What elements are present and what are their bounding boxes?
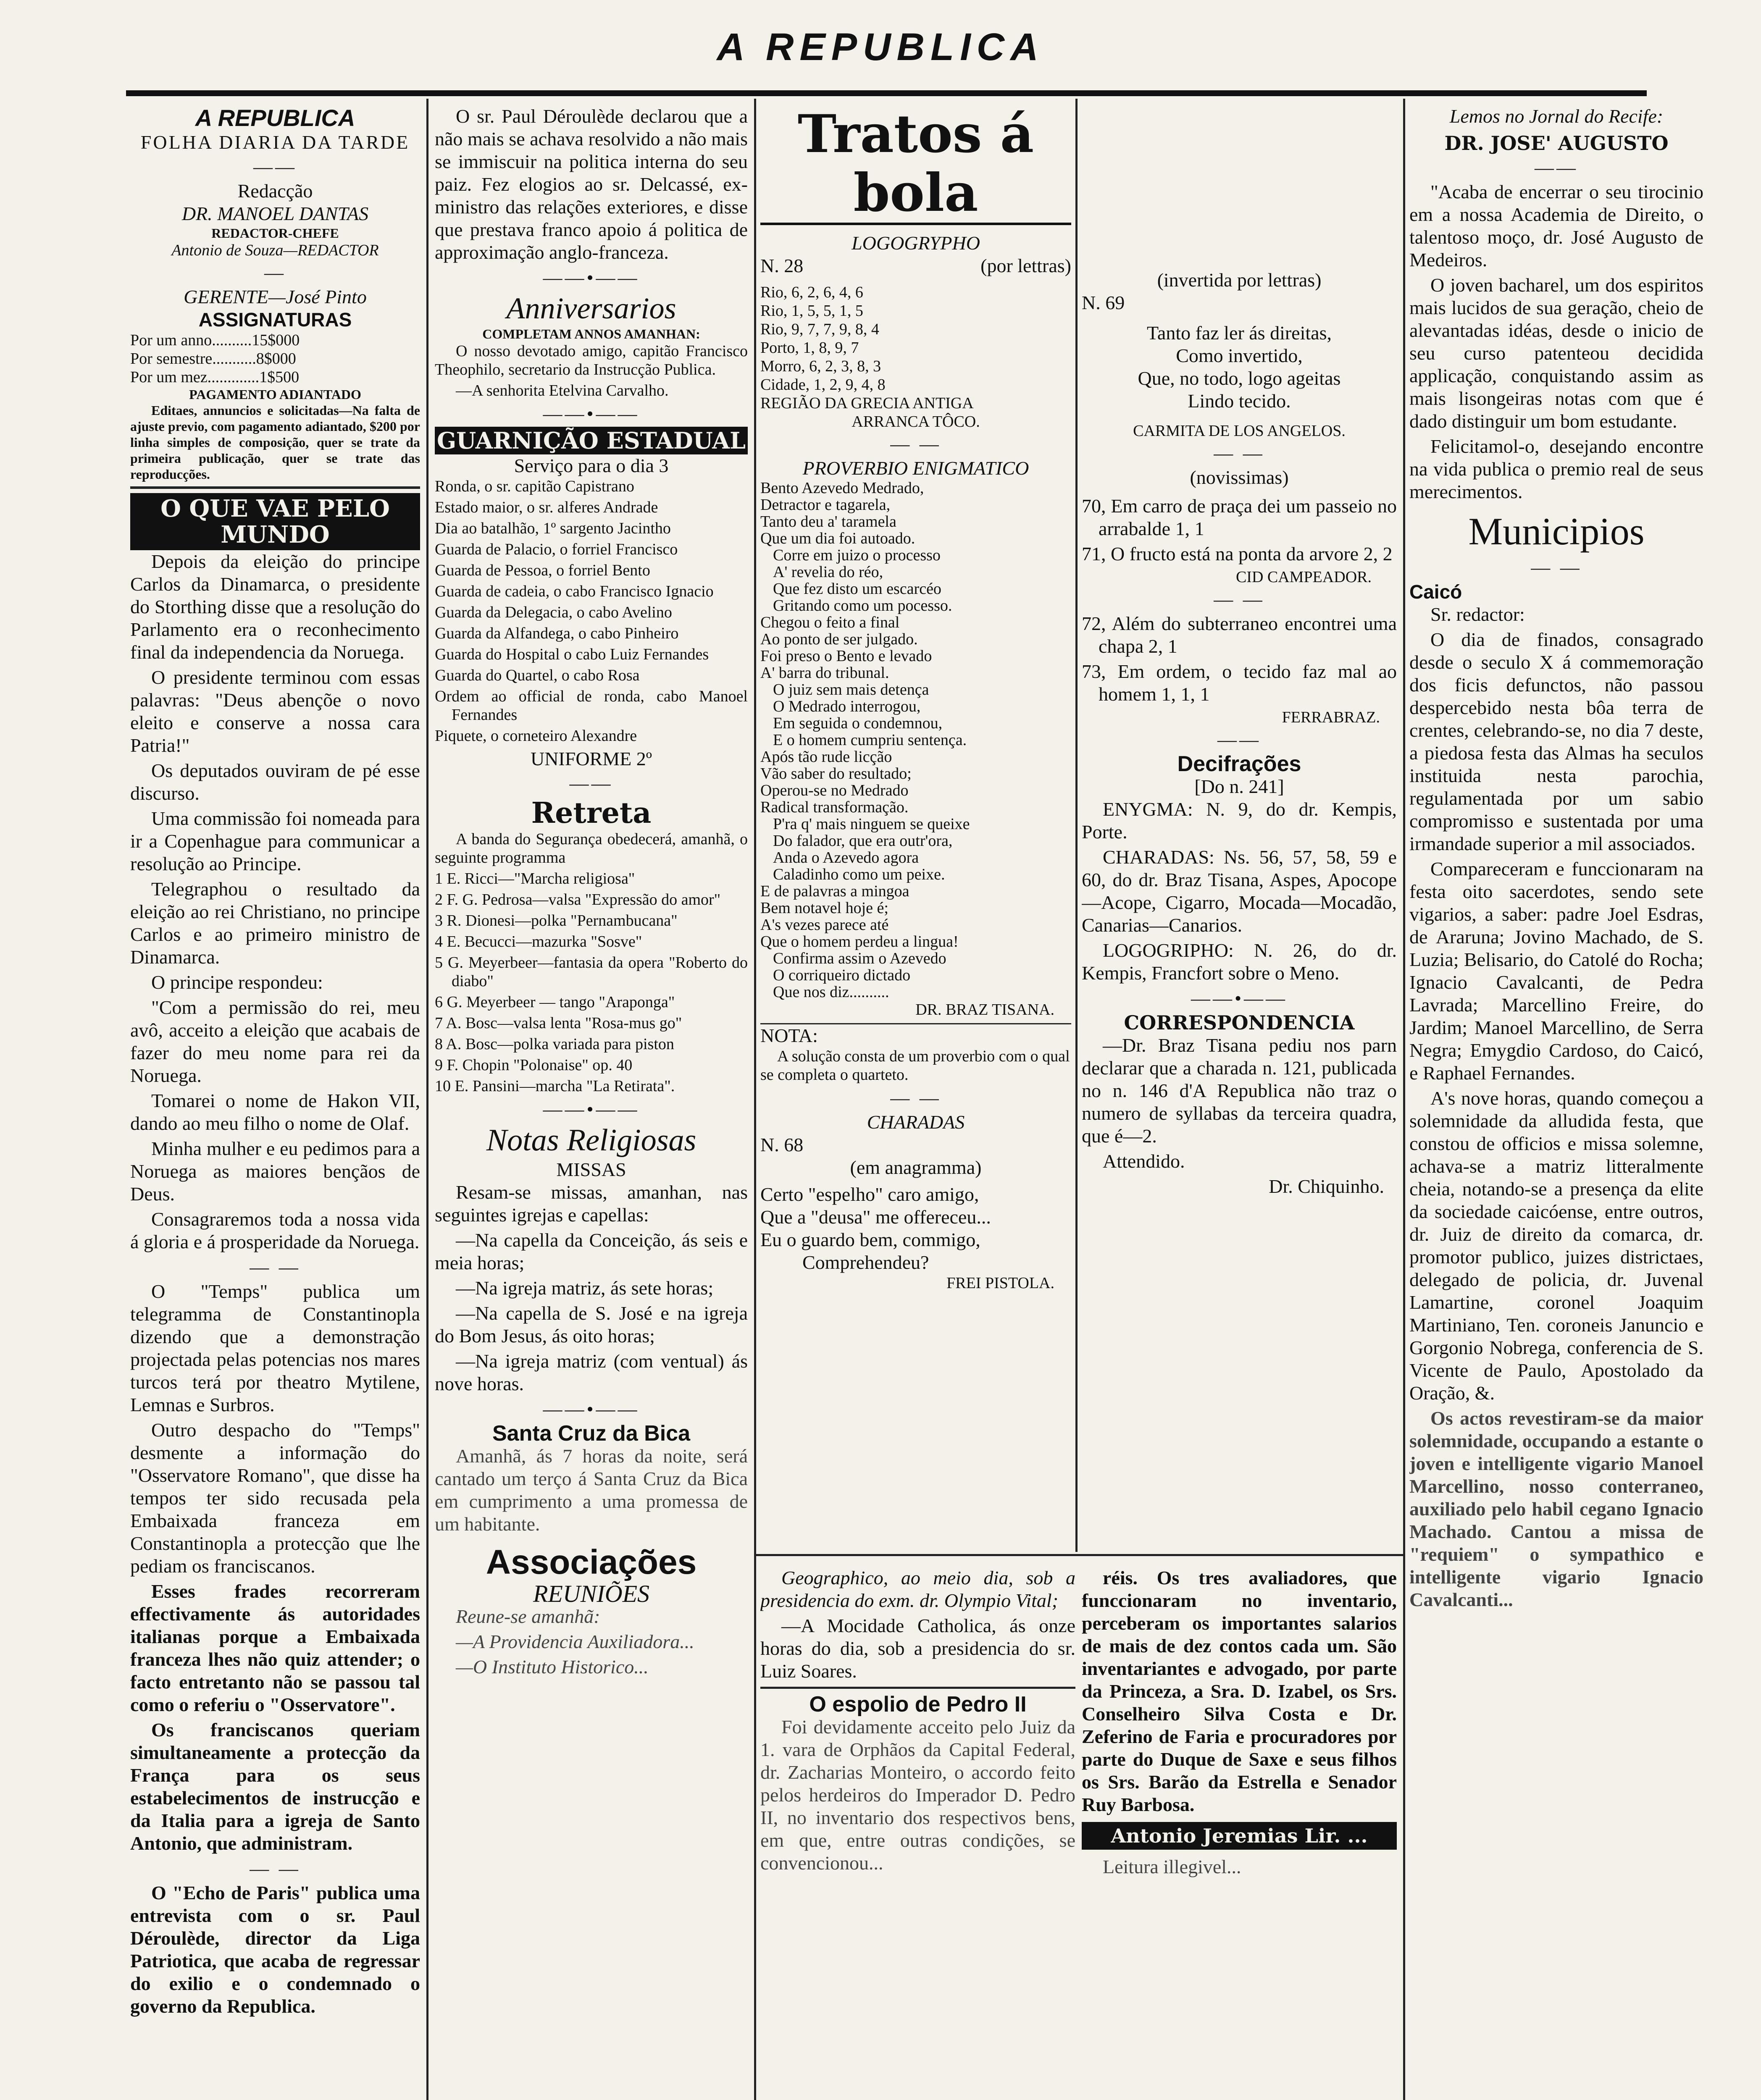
divider: — — xyxy=(250,1858,301,1879)
poem-line: Corre em juizo o processo xyxy=(773,546,941,564)
divider: — — xyxy=(1214,442,1265,464)
paper-title: A REPUBLICA xyxy=(195,105,355,131)
notas-paragraph: —Na igreja matriz, ás sete horas; xyxy=(456,1277,714,1299)
signature: ARRANCA TÔCO. xyxy=(852,413,980,430)
poem-line: Confirma assim o Azevedo xyxy=(773,950,946,967)
divider: ——•—— xyxy=(543,403,640,424)
column-divider xyxy=(1403,99,1405,2100)
article-paragraph: O "Echo de Paris" publica uma entrevista com o sr. Paul Déroulède, director da Liga Patriotica, que acaba de regressar do exilio e o condemnado o governo da Republica. xyxy=(130,1882,420,2017)
poem-line: Chegou o feito a final xyxy=(760,614,900,631)
column-4 xyxy=(1082,269,1397,1714)
assign-line: Por um anno..........15$000 xyxy=(130,331,300,349)
guard-item: Guarda da Delegacia, o cabo Avelino xyxy=(435,604,672,621)
poem-line: Foi preso o Bento e levado xyxy=(760,647,932,665)
poem-line: Que o homem perdeu a lingua! xyxy=(760,933,959,950)
charada-sub: (em anagramma) xyxy=(850,1157,982,1178)
notas-paragraph: —Na igreja matriz (com ventual) ás nove horas. xyxy=(435,1350,748,1394)
missas-heading: MISSAS xyxy=(556,1159,626,1180)
bica-heading: Santa Cruz da Bica xyxy=(492,1421,691,1446)
charada-item: 70, Em carro de praça dei um passeio no arrabalde 1, 1 xyxy=(1082,495,1397,539)
reunioes-heading: REUNIÕES xyxy=(533,1580,650,1607)
poem-line: Lindo tecido. xyxy=(1188,390,1291,412)
editaes-text: Editaes, annuncios e solicitadas—Na falta de ajuste previo, com pagamento adiantado, $200 por linha simples de composição, quer se trate da primeira publicação, quer se trate das reproducções. xyxy=(130,403,420,482)
charadas-heading: CHARADAS xyxy=(867,1111,965,1133)
column-2 xyxy=(435,105,748,2100)
signature: CARMITA DE LOS ANGELOS. xyxy=(1133,422,1346,440)
uniforme: UNIFORME 2º xyxy=(530,748,652,769)
retreta-heading: Retreta xyxy=(531,796,652,830)
charada-item: 71, O fructo está na ponta da arvore 2, 2 xyxy=(1082,543,1393,564)
decif-item: LOGOGRIPHO: N. 26, do dr. Kempis, Francfort sobre o Meno. xyxy=(1082,940,1397,984)
article-paragraph: Os franciscanos queriam simultaneamente a protecção da França para os seus estabelecimentos de instrucção e da Italia para a igreja de Santo Antonio, que administram. xyxy=(130,1719,420,1854)
signature: Dr. Chiquinho. xyxy=(1269,1176,1384,1197)
guard-item: Ordem ao official de ronda, cabo Manoel Fernandes xyxy=(435,688,748,724)
guarnicao-heading: GUARNIÇÃO ESTADUAL xyxy=(435,427,748,454)
poem-line: O juiz sem mais detença xyxy=(773,681,929,698)
caico-heading: Caicó xyxy=(1409,581,1462,603)
chief-name: DR. MANOEL DANTAS xyxy=(181,203,369,224)
divider: — — xyxy=(890,433,941,454)
nota-heading: NOTA: xyxy=(760,1023,1071,1047)
poem-line: Eu o guardo bem, commigo, xyxy=(760,1229,980,1250)
poem-line: Do falador, que era outr'ora, xyxy=(773,832,953,850)
divider xyxy=(130,486,420,489)
divider: ——•—— xyxy=(543,1098,640,1120)
poem-line: Caladinho como um peixe. xyxy=(773,866,945,883)
associacoes-heading: Associações xyxy=(486,1543,697,1581)
article-heading: DR. JOSE' AUGUSTO xyxy=(1444,132,1669,155)
retreta-item: 7 A. Bosc—valsa lenta "Rosa-mus go" xyxy=(435,1014,682,1032)
poem-line: Bento Azevedo Medrado, xyxy=(760,479,924,497)
problem-number: N. 69 xyxy=(1082,292,1125,313)
article-paragraph: Minha mulher e eu pedimos para a Noruega as maiores bençãos de Deus. xyxy=(130,1138,420,1205)
section-heading: O QUE VAE PELO MUNDO xyxy=(130,493,420,550)
article-paragraph: O joven bacharel, um dos espiritos mais lucidos de sua geração, cheio de alevantadas idéas, desde o inicio de seu curso patenteou decidida applicação, conquistando assim as mais lisongeiras notas com que é dado distinguir um bom estudante. xyxy=(1409,274,1703,432)
reunioes-item: Reune-se amanhã: xyxy=(456,1606,600,1627)
divider: — — xyxy=(1214,588,1265,610)
article-paragraph: Os actos revestiram-se da maior solemnidade, occupando a estante o joven e intelligente vigario Manoel Marcellino, nosso conterraneo, auxiliado pelo habil cegano Ignacio Machado. Cantou a missa de "requiem" o sympathico e intelligente vigario Ignacio Cavalcanti... xyxy=(1409,1407,1703,1610)
bica-paragraph: Amanhã, ás 7 horas da noite, será cantado um terço á Santa Cruz da Bica em cumprimento a uma promessa de um habitante. xyxy=(435,1445,748,1535)
retreta-item: 9 F. Chopin "Polonaise" op. 40 xyxy=(435,1056,633,1074)
divider: —— xyxy=(253,156,297,177)
guard-item: Piquete, o corneteiro Alexandre xyxy=(435,727,637,745)
article-paragraph: Geographico, ao meio dia, sob a presidencia do exm. dr. Olympio Vital; xyxy=(760,1567,1075,1611)
article-paragraph: O "Temps" publica um telegramma de Constantinopla dizendo que a demonstração projectada pelas potencias nos mares turcos terá por theatro Mytilene, Lemnas e Surbros. xyxy=(130,1281,420,1415)
poem-line: Certo "espelho" caro amigo, xyxy=(760,1184,979,1205)
guard-item: Guarda do Quartel, o cabo Rosa xyxy=(435,667,640,684)
guard-item: Guarda do Hospital o cabo Luiz Fernandes xyxy=(435,646,709,663)
divider: — xyxy=(264,262,286,283)
poem-line: Como invertido, xyxy=(1176,345,1303,366)
divider: ——•—— xyxy=(1191,987,1288,1009)
article-paragraph: Os deputados ouviram de pé esse discurso. xyxy=(130,760,420,804)
top-rule xyxy=(126,90,1647,96)
poem-line: Que fez disto um escarcéo xyxy=(773,580,941,598)
lemos-intro: Lemos no Jornal do Recife: xyxy=(1449,105,1664,127)
guarnicao-sub: Serviço para o dia 3 xyxy=(514,455,669,476)
poem-line: Que nos diz.......... xyxy=(773,983,889,1001)
logo-line: Rio, 6, 2, 6, 4, 6 xyxy=(760,284,863,301)
reunioes-item: —A Providencia Auxiliadora... xyxy=(456,1631,694,1652)
poem-line: Que um dia foi autoado. xyxy=(760,530,915,547)
column-5 xyxy=(1409,105,1703,2100)
poem-line: Anda o Azevedo agora xyxy=(773,849,919,866)
article-paragraph: Uma commissão foi nomeada para ir a Copenhague para communicar a resolução ao Principe. xyxy=(130,808,420,874)
divider: — — xyxy=(890,1087,941,1108)
article-paragraph: O dia de finados, consagrado desde o seculo X á commemoração dos ficis defunctos, não passou despercebido nesta bôa terra de crentes, celebrando-se, no dia 7 deste, a piedosa festa das Almas ha seculos instituida nesta parochia, regulamentada por um sabio compromisso e sustentada por uma irmandade superior a mil associados. xyxy=(1409,629,1703,854)
poem-line: Que, no todo, logo ageitas xyxy=(1138,368,1341,389)
column-divider xyxy=(426,99,428,2100)
regiao-label: REGIÃO DA GRECIA ANTIGA xyxy=(760,394,974,412)
guard-item: Guarda da Alfandega, o cabo Pinheiro xyxy=(435,625,679,642)
poem-line: A' revelia do réo, xyxy=(773,563,883,581)
tratos-heading: Tratos á bola xyxy=(760,105,1071,225)
assign-line: Por um mez.............1$500 xyxy=(130,368,300,386)
masthead: A REPUBLICA xyxy=(717,26,1044,68)
notas-paragraph: Resam-se missas, amanhan, nas seguintes igrejas e capellas: xyxy=(435,1181,748,1226)
column-1 xyxy=(130,105,420,2100)
proverbio-heading: PROVERBIO ENIGMATICO xyxy=(802,457,1029,479)
article-paragraph: réis. Os tres avaliadores, que funccionaram no inventario, perceberam os importantes salarios de mais de dez contos cada um. São inventariantes e advogado, por parte da Princeza, a Sra. D. Izabel, os Srs. Conselheiro Silva Costa e Dr. Zeferino de Faria e procuradores por parte do Duque de Saxe e seus filhos os Srs. Barão da Estrella e Senador Ruy Barbosa. xyxy=(1082,1567,1397,1815)
article-paragraph: Tomarei o nome de Hakon VII, dando ao meu filho o nome de Olaf. xyxy=(130,1090,420,1134)
article-paragraph: Foi devidamente acceito pelo Juiz da 1. vara de Orphãos da Capital Federal, dr. Zacharias Monteiro, o accordo feito pelos herdeiros do Imperador D. Pedro II, no inventario dos respectivos bens, em que, entre outras condições, se convencionou... xyxy=(760,1716,1075,1874)
poem-line: E de palavras a mingoa xyxy=(760,882,909,900)
divider xyxy=(760,1687,1075,1689)
poem-line: Em seguida o condemnou, xyxy=(773,714,943,732)
assign-heading: ASSIGNATURAS xyxy=(198,309,352,331)
divider: — — xyxy=(1531,556,1582,578)
guard-item: Guarda de cadeia, o cabo Francisco Ignacio xyxy=(435,583,714,600)
guard-item: Estado maior, o sr. alferes Andrade xyxy=(435,499,658,516)
pagamento: PAGAMENTO ADIANTADO xyxy=(189,387,361,402)
charada-item: 73, Em ordem, o tecido faz mal ao homem 1, 1, 1 xyxy=(1082,661,1397,705)
retreta-item: 5 G. Meyerbeer—fantasia da opera "Roberto do diabo" xyxy=(435,954,748,990)
divider: — — xyxy=(250,1256,301,1278)
correspondencia-text: —Dr. Braz Tisana pediu nos parn declarar que a charada n. 121, publicada no n. 146 d'A Republica não traz o numero de syllabas da terceira quadra, que é—2. xyxy=(1082,1034,1397,1147)
article-paragraph: Telegraphou o resultado da eleição ao rei Christiano, no principe Carlos e ao primeiro ministro de Dinamarca. xyxy=(130,878,420,968)
anniversarios-sub: COMPLETAM ANNOS AMANHAN: xyxy=(482,326,700,341)
retreta-item: 6 G. Meyerbeer — tango "Araponga" xyxy=(435,993,675,1011)
bottom-left-block xyxy=(760,1567,1075,2100)
article-paragraph: "Acaba de encerrar o seu tirocinio em a nossa Academia de Direito, o talentoso moço, dr. José Augusto de Medeiros. xyxy=(1409,181,1703,270)
correspondencia-heading: CORRESPONDENCIA xyxy=(1124,1011,1355,1034)
column-3 xyxy=(760,105,1071,1550)
gerente: GERENTE—José Pinto xyxy=(184,286,367,307)
decif-item: CHARADAS: Ns. 56, 57, 58, 59 e 60, do dr. Braz Tisana, Aspes, Apocope—Acope, Cigarro, Mocada—Mocadão, Canarias—Canarios. xyxy=(1082,846,1397,936)
poem-line: Após tão rude licção xyxy=(760,748,892,766)
poem-line: Gritando como um pocesso. xyxy=(773,597,952,614)
retreta-item: 10 E. Pansini—marcha "La Retirata". xyxy=(435,1077,675,1095)
column-divider xyxy=(754,99,756,2100)
problem-number: N. 28 xyxy=(760,255,804,276)
signature: FREI PISTOLA. xyxy=(946,1274,1054,1292)
article-paragraph: Esses frades recorreram effectivamente ás autoridades italianas porque a Embaixada franceza lhes não quiz attender; o facto entretanto não se passou tal como o referiu o "Osservatore". xyxy=(130,1580,420,1715)
poem-line: P'ra q' mais ninguem se queixe xyxy=(773,815,970,833)
anniversarios-heading: Anniversarios xyxy=(506,291,676,325)
article-paragraph: Leitura illegivel... xyxy=(1103,1856,1241,1877)
logo-line: Cidade, 1, 2, 9, 4, 8 xyxy=(760,376,886,394)
retreta-item: 3 R. Dionesi—polka "Pernambucana" xyxy=(435,912,678,929)
poem-line: Vão saber do resultado; xyxy=(760,765,912,782)
poem-line: A's vezes parece até xyxy=(760,916,889,934)
logo-line: Porto, 1, 8, 9, 7 xyxy=(760,339,859,357)
problem-number: N. 68 xyxy=(760,1134,804,1155)
decifracoes-heading: Decifrações xyxy=(1177,752,1301,776)
signature: DR. BRAZ TISANA. xyxy=(915,1001,1054,1018)
article-paragraph: Compareceram e funccionaram na festa oito sacerdotes, sendo sete vigarios, a saber: padre Joel Esdras, de Araruna; Jovino Machado, de S. Luzia; Belisario, do Catolé do Rocha; Ignacio Cavalcanti, de Pedra Lavrada; Marcellino Freire, do Jardim; Manoel Marcellino, de Serra Negra; Emygdio Cardoso, do Caicó, e Raphael Fernandes. xyxy=(1409,858,1703,1084)
poem-line: Tanto deu a' taramela xyxy=(760,513,896,530)
signature: FERRABRAZ. xyxy=(1282,709,1380,726)
logogrypho-sub: (por lettras) xyxy=(980,255,1071,276)
poem-line: O Medrado interrogou, xyxy=(773,698,921,715)
logo-line: Rio, 9, 7, 7, 9, 8, 4 xyxy=(760,320,879,338)
poem-line: Bem notavel hoje é; xyxy=(760,899,888,917)
article-paragraph: Depois da eleição do principe Carlos da Dinamarca, o presidente do Storthing disse que a resolução do Parlamento era o reconhecimento final da independencia da Noruega. xyxy=(130,551,420,663)
anniversarios-text: O nosso devotado amigo, capitão Francisco Theophilo, secretario da Instrucção Publica. xyxy=(435,342,748,378)
article-paragraph: Felicitamol-o, desejando encontre na vida publica o premio real de seus merecimentos. xyxy=(1409,436,1703,502)
poem-line: Tanto faz ler ás direitas, xyxy=(1147,322,1332,344)
poem-line: Operou-se no Medrado xyxy=(760,782,909,799)
reunioes-item: —O Instituto Historico... xyxy=(456,1656,649,1677)
poem-line: E o homem cumpriu sentença. xyxy=(773,731,967,749)
chief-role: REDACTOR-CHEFE xyxy=(211,226,339,241)
column-divider xyxy=(1075,99,1078,1552)
assign-line: Por semestre...........8$000 xyxy=(130,350,296,368)
espolio-heading: O espolio de Pedro II xyxy=(809,1692,1027,1717)
poem-line: Comprehendeu? xyxy=(802,1252,929,1273)
guard-item: Guarda de Pessoa, o forriel Bento xyxy=(435,562,650,579)
salutation: Sr. redactor: xyxy=(1430,604,1525,625)
retreta-item: 2 F. G. Pedrosa—valsa "Expressão do amor" xyxy=(435,891,721,908)
paper-subtitle: FOLHA DIARIA DA TARDE xyxy=(140,131,410,153)
attendido: Attendido. xyxy=(1103,1150,1185,1172)
article-paragraph: O presidente terminou com essas palavras: "Deus abençõe o novo eleito e conserve a nossa cara Patria!" xyxy=(130,667,420,756)
article-paragraph: O principe respondeu: xyxy=(151,971,323,993)
poem-line: O corriqueiro dictado xyxy=(773,966,911,984)
bottom-right-block xyxy=(1082,1567,1397,2100)
notas-paragraph: —Na capella de S. José e na igreja do Bom Jesus, ás oito horas; xyxy=(435,1302,748,1347)
article-paragraph: Consagraremos toda a nossa vida á gloria e á prosperidade da Noruega. xyxy=(130,1208,420,1252)
retreta-item: 8 A. Bosc—polka variada para piston xyxy=(435,1035,674,1053)
signature: CID CAMPEADOR. xyxy=(1235,568,1372,586)
poem-line: Ao ponto de ser julgado. xyxy=(760,630,918,648)
decif-item: ENYGMA: N. 9, do dr. Kempis, Porte. xyxy=(1082,798,1397,843)
article-paragraph: —A Mocidade Catholica, ás onze horas do dia, sob a presidencia do sr. Luiz Soares. xyxy=(760,1615,1075,1682)
retreta-item: 4 E. Becucci—mazurka "Sosve" xyxy=(435,933,642,950)
poem-line: A' barra do tribunal. xyxy=(760,664,889,682)
charada-item: 72, Além do subterraneo encontrei uma chapa 2, 1 xyxy=(1082,613,1397,657)
logogrypho-heading: LOGOGRYPHO xyxy=(852,232,980,254)
invertida-label: (invertida por lettras) xyxy=(1157,269,1322,291)
divider: ——•—— xyxy=(543,267,640,288)
redactor-name: Antonio de Souza—REDACTOR xyxy=(171,242,379,259)
article-paragraph: O sr. Paul Déroulède declarou que a não mais se achava resolvido a não mais se immiscuir na politica interna do seu paiz. Fez elogios ao sr. Delcassé, ex-ministro das relações exteriores, e disse que prestava franco apoio á politica de approximação anglo-franceza. xyxy=(435,105,748,263)
divider: —— xyxy=(569,772,613,794)
logo-line: Rio, 1, 5, 5, 1, 5 xyxy=(760,302,863,320)
article-paragraph: Outro despacho do "Temps" desmente a informação do "Osservatore Romano", que disse ha tempos ter sido recusada pela Embaixada franceza em Constantinopla a protecção que lhe pediam os franciscanos. xyxy=(130,1419,420,1577)
decifracoes-sub: [Do n. 241] xyxy=(1194,776,1284,797)
guard-item: Dia ao batalhão, 1º sargento Jacintho xyxy=(435,520,671,537)
guard-item: Ronda, o sr. capitão Capistrano xyxy=(435,478,634,495)
retreta-intro: A banda do Segurança obedecerá, amanhã, o seguinte programma xyxy=(435,830,748,866)
poem-line: Detractor e tagarela, xyxy=(760,496,891,514)
divider: ——•—— xyxy=(543,1398,640,1420)
divider: —— xyxy=(1535,157,1578,178)
guard-item: Guarda de Palacio, o forriel Francisco xyxy=(435,541,678,558)
poem-line: Que a "deusa" me offereceu... xyxy=(760,1206,991,1228)
logo-line: Morro, 6, 2, 3, 8, 3 xyxy=(760,357,881,375)
novissimas-label: (novissimas) xyxy=(1190,467,1289,488)
redaccao-label: Redacção xyxy=(237,180,313,202)
anniversarios-text: —A senhorita Etelvina Carvalho. xyxy=(456,382,669,399)
notas-paragraph: —Na capella da Conceição, ás seis e meia horas; xyxy=(435,1229,748,1273)
article-heading: Antonio Jeremias Lir. ... xyxy=(1082,1822,1397,1850)
poem-line: Radical transformação. xyxy=(760,798,909,816)
municipios-heading: Municipios xyxy=(1468,510,1645,553)
divider: —— xyxy=(1217,729,1261,750)
article-paragraph: A's nove horas, quando começou a solemnidade da alludida festa, que constou de officios e missa solemne, achava-se a matriz litteralmente cheia, notando-se a presença da elite da sociedade caicóense, entre outros, dr. Juiz de direito da comarca, dr. promotor publico, juizes districtaes, delegado de policia, dr. Juvenal Lamartine, coronel Joaquim Martiniano, Ten. coroneis Januncio e Gorgonio Nobrega, conferencia de S. Vicente de Paulo, Apostolado da Oração, &. xyxy=(1409,1087,1703,1404)
retreta-item: 1 E. Ricci—"Marcha religiosa" xyxy=(435,870,635,887)
notas-heading: Notas Religiosas xyxy=(486,1123,697,1158)
article-paragraph: "Com a permissão do rei, meu avô, acceito a eleição que acabais de fazer do meu nome para rei da Noruega. xyxy=(130,997,420,1086)
nota-text: A solução consta de um proverbio com o qual se completa o quarteto. xyxy=(760,1047,1070,1084)
